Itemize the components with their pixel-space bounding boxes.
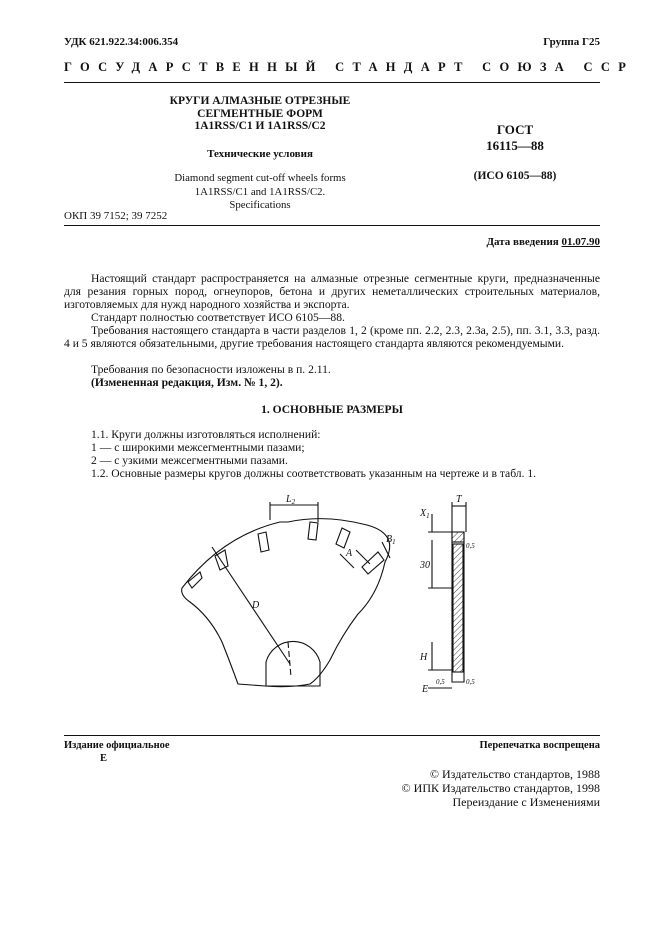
header-rule <box>64 82 600 83</box>
body-section <box>453 544 463 672</box>
label-30: 30 <box>420 560 430 571</box>
variant-1: 1 — с широкими межсегментными пазами; <box>91 441 305 454</box>
label-H: H <box>420 652 428 663</box>
gost-number: 16115—88 <box>486 138 544 153</box>
title-ru-line3: 1A1RSS/C1 И 1A1RSS/C2 <box>194 120 326 132</box>
variant-2: 2 — с узкими межсегментными пазами. <box>91 454 288 467</box>
wheel-front-view <box>182 519 390 687</box>
edition-letter: Е <box>100 753 108 764</box>
intro-date <box>440 236 600 248</box>
okp-code: ОКП 39 7152; 39 7252 <box>64 210 168 222</box>
label-L2: $L_2$ <box>286 494 296 506</box>
segment-section <box>452 532 464 542</box>
slot-4 <box>308 522 318 540</box>
title-en-line3: Specifications <box>229 199 291 211</box>
title-ru-line2: СЕГМЕНТНЫЕ ФОРМ <box>197 107 323 120</box>
label-B1: $B_1$ <box>386 534 396 546</box>
title-ru-subtitle: Технические условия <box>207 148 313 160</box>
group-code: Группа Г25 <box>543 36 600 48</box>
gost-label: ГОСТ <box>496 122 534 137</box>
gost-block <box>460 122 570 154</box>
footer-rule <box>64 735 600 736</box>
label-dim-05-b: 0,5 <box>466 678 475 686</box>
title-en-line2: 1A1RSS/C1 and 1A1RSS/C2. <box>194 185 326 198</box>
wheel-hub <box>266 641 320 686</box>
slot-3 <box>258 532 269 552</box>
slot-5 <box>336 528 350 548</box>
label-X1: $X_1$ <box>420 508 430 520</box>
intro-paragraph-1: Настоящий стандарт распространяется на алмазные отрезные сегментные круги, предназначенные для резания горных пород, огнеупоров, бетона и других неметаллических строительных материалов, изготовляемых для нужд народного хозяйства и экспорта. <box>64 272 600 311</box>
edition-note: Издание официальное <box>64 740 170 751</box>
reprint-note: Перепечатка воспрещена <box>479 740 600 751</box>
intro-date-label: Дата введения <box>486 236 559 248</box>
copyright-1998: © ИПК Издательство стандартов, 1998 <box>401 781 600 795</box>
intro-paragraph-2: Стандарт полностью соответствует ИСО 6105—88. <box>91 311 345 324</box>
section-1-heading: 1. ОСНОВНЫЕ РАЗМЕРЫ <box>261 404 403 416</box>
label-A: A <box>346 548 353 559</box>
state-standard-title: ГОСУДАРСТВЕННЫЙ СТАНДАРТ СОЮЗА ССР <box>64 60 635 74</box>
label-dim-05-c: 0,5 <box>466 542 475 550</box>
intro-paragraph-3: Требования настоящего стандарта в части разделов 1, 2 (кроме пп. 2.2, 2.3, 2.3а, 2.5), пп. 3.1, 3.3, разд. 4 и 5 являются обязательными, другие требования настоящего стандарта являются рекомендуемыми. <box>64 324 600 350</box>
title-ru <box>160 95 360 133</box>
title-rule <box>64 225 600 226</box>
copyright-1988: © Издательство стандартов, 1988 <box>429 767 600 781</box>
intro-paragraph-4: Требования по безопасности изложены в п. 2.11. <box>91 363 331 376</box>
udc-code: УДК 621.922.34:006.354 <box>64 36 179 48</box>
wheel-drawing <box>170 492 500 702</box>
title-en <box>160 172 360 213</box>
label-dim-05-a: 0,5 <box>436 678 445 686</box>
label-D: D <box>252 600 260 611</box>
amendment-note: (Измененная редакция, Изм. № 1, 2). <box>91 376 283 389</box>
title-ru-line1: КРУГИ АЛМАЗНЫЕ ОТРЕЗНЫЕ <box>169 95 351 107</box>
reissue-note: Переиздание с Изменениями <box>452 795 600 809</box>
intro-date-value: 01.07.90 <box>561 236 600 248</box>
slot-1 <box>188 572 202 588</box>
title-en-line1: Diamond segment cut-off wheels forms <box>174 172 346 184</box>
slot-6 <box>362 552 384 574</box>
clause-1-2: 1.2. Основные размеры кругов должны соответствовать указанным на чертеже и в табл. 1. <box>91 467 537 480</box>
copyright-block <box>360 767 600 809</box>
clause-1-1: 1.1. Круги должны изготовляться исполнений: <box>91 428 321 441</box>
iso-reference: (ИСО 6105—88) <box>473 170 557 182</box>
label-E: E <box>422 684 429 695</box>
label-T: T <box>456 494 462 505</box>
